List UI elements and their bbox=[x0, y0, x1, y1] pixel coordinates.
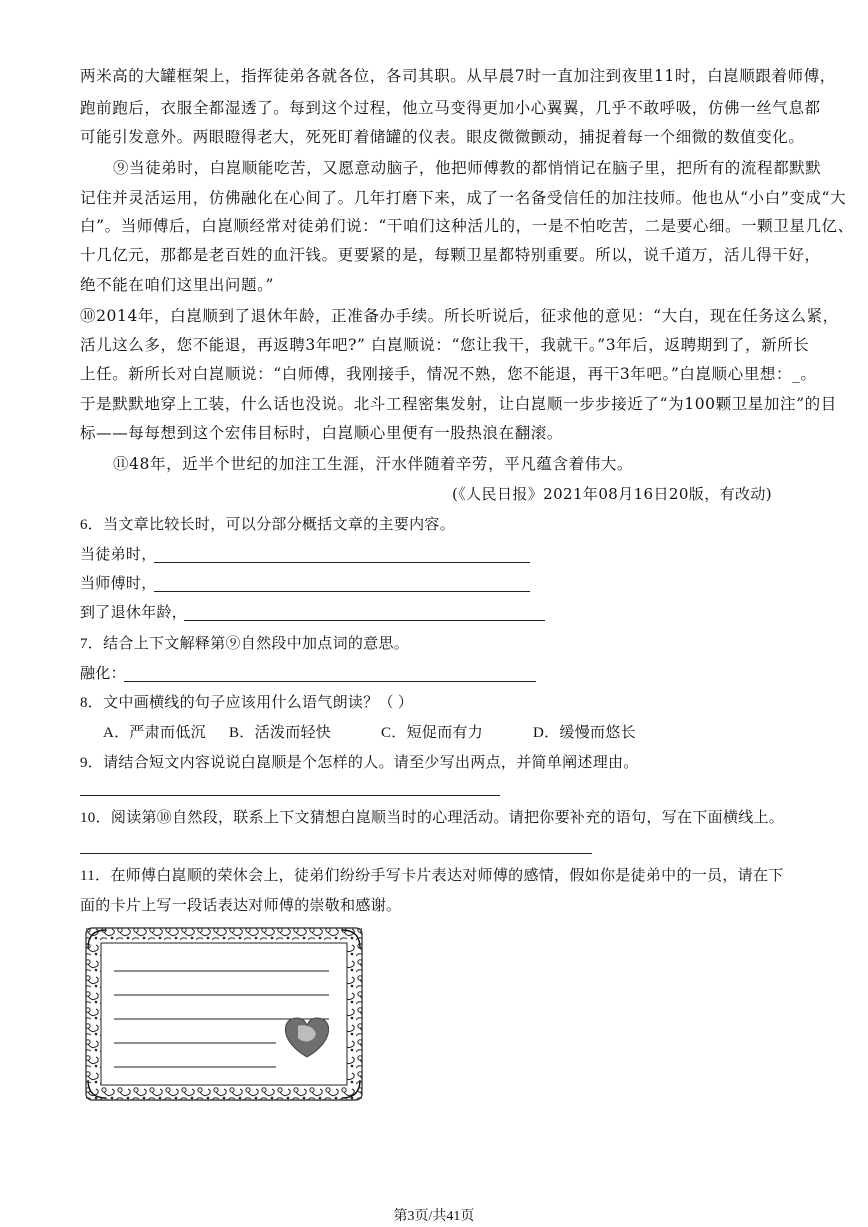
question-6-label-retire: 到了退休年龄， bbox=[80, 605, 188, 621]
option-c[interactable]: C．短促而有力 bbox=[381, 725, 484, 741]
answer-line-9[interactable] bbox=[80, 795, 500, 796]
passage-line-13: 标——每每想到这个宏伟目标时，白崑顺心里便有一股热浪在翻滚。 bbox=[80, 424, 564, 442]
option-b[interactable]: B．活泼而轻快 bbox=[229, 725, 332, 741]
passage-line-2: 跑前跑后，衣服全都湿透了。每到这个过程，他立马变得更加小心翼翼，几乎不敢呼吸，仿佛一丝气息都 bbox=[80, 99, 821, 117]
question-6: 6．当文章比较长时，可以分部分概括文章的主要内容。 bbox=[80, 517, 456, 533]
passage-line-7: 十几亿元，那都是老百姓的血汗钱。更要紧的是，每颗卫星都特别重要。所以，说千道万，活儿得干好， bbox=[80, 246, 821, 264]
passage-line-6: 白”。当师傅后，白崑顺经常对徒弟们说：“干咱们这种活儿的，一是不怕吃苦，二是要心细。一颗卫星几亿、 bbox=[80, 217, 854, 235]
passage-paragraph-11: ⑪48年，近半个世纪的加注工生涯，汗水伴随着辛劳，平凡蕴含着伟大。 bbox=[113, 455, 634, 473]
question-9: 9．请结合短文内容说说白崑顺是个怎样的人。请至少写出两点，并简单阐述理由。 bbox=[80, 755, 639, 771]
passage-source: (《人民日报》2021年08月16日20版，有改动) bbox=[452, 485, 773, 503]
card-ornate-frame bbox=[84, 926, 364, 1102]
question-6-label-master: 当师傅时， bbox=[80, 576, 157, 592]
answer-line-6c[interactable] bbox=[184, 620, 545, 621]
question-11-line-2: 面的卡片上写一段话表达对师傅的崇敬和感谢。 bbox=[80, 898, 402, 914]
passage-line-11: 上任。新所长对白崑顺说：“白师傅，我刚接手，情况不熟，您不能退，再干3年吧。”白崑顺心里想：_。 bbox=[80, 365, 817, 383]
passage-line-10: 活儿这么多，您不能退，再返聘3年吧?” 白崑顺说：“您让我干，我就干。”3年后，返聘期到了，新所长 bbox=[80, 336, 810, 354]
question-8: 8．文中画横线的句子应该用什么语气朗读？（ ） bbox=[80, 695, 414, 711]
answer-line-10[interactable] bbox=[80, 853, 592, 854]
page-number: 第3页/共41页 bbox=[393, 1209, 475, 1224]
question-7-label: 融化： bbox=[80, 666, 126, 682]
question-6-label-apprentice: 当徒弟时， bbox=[80, 547, 157, 563]
answer-line-6a[interactable] bbox=[154, 562, 530, 563]
passage-paragraph-9-line-1: ⑨当徒弟时，白崑顺能吃苦，又愿意动脑子，他把师傅教的都悄悄记在脑子里，把所有的流程都默默 bbox=[113, 159, 822, 177]
option-a[interactable]: A．严肃而低沉 bbox=[103, 725, 206, 741]
question-7: 7．结合上下文解释第⑨自然段中加点词的意思。 bbox=[80, 636, 410, 652]
question-10: 10．阅读第⑩自然段，联系上下文猜想白崑顺当时的心理活动。请把你要补充的语句，写在下面横线上。 bbox=[80, 810, 785, 826]
passage-line-1: 两米高的大罐框架上，指挥徒弟各就各位，各司其职。从早晨7时一直加注到夜里11时，白崑顺跟着师傅， bbox=[80, 67, 836, 85]
passage-line-5: 记住并灵活运用，仿佛融化在心间了。几年打磨下来，成了一名备受信任的加注技师。他也从“小白”变成“大 bbox=[80, 189, 847, 207]
question-11-line-1: 11．在师傅白崑顺的荣休会上，徒弟们纷纷手写卡片表达对师傅的感情，假如你是徒弟中的一员，请在下 bbox=[80, 868, 784, 884]
passage-line-3: 可能引发意外。两眼瞪得老大，死死盯着储罐的仪表。眼皮微微颤动，捕捉着每一个细微的数值变化。 bbox=[80, 128, 805, 146]
passage-line-12: 于是默默地穿上工装，什么话也没说。北斗工程密集发射，让白崑顺一步步接近了“为100颗卫星加注”的目 bbox=[80, 395, 837, 413]
passage-line-8: 绝不能在咱们这里出问题。” bbox=[80, 276, 274, 294]
answer-line-6b[interactable] bbox=[154, 591, 530, 592]
option-d[interactable]: D．缓慢而悠长 bbox=[533, 725, 636, 741]
answer-line-7[interactable] bbox=[124, 681, 536, 682]
greeting-card bbox=[84, 926, 364, 1102]
passage-paragraph-10-line-1: ⑩2014年，白崑顺到了退休年龄，正准备办手续。所长听说后，征求他的意见：“大白，现在任务这么紧， bbox=[80, 307, 839, 325]
